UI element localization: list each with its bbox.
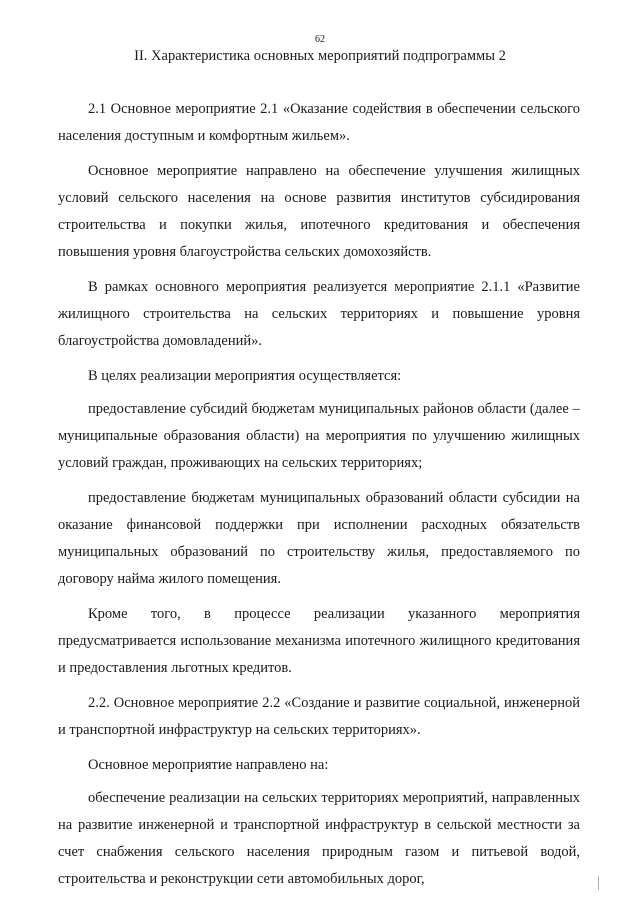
paragraph: 2.1 Основное мероприятие 2.1 «Оказание содействия в обеспечении сельского населения доступным и комфортным жильем». bbox=[58, 101, 580, 144]
paragraph: Кроме того, в процессе реализации указанного мероприятия предусматривается использование механизма ипотечного жилищного кредитования и предоставления льготных кредитов. bbox=[58, 606, 580, 676]
paragraph: Основное мероприятие направлено на обеспечение улучшения жилищных условий сельского населения на основе развития институтов субсидирования строительства и покупки жилья, ипотечного кредитования и обеспечения повышения уровня благоустройства сельских домохозяйств. bbox=[58, 163, 580, 260]
paragraph: Основное мероприятие направлено на: bbox=[88, 757, 329, 773]
paragraph: обеспечение реализации на сельских территориях мероприятий, направленных на развитие инженерной и транспортной инфраструктур в сельской местности за счет снабжения сельского населения природным газом и питьевой водой, строительства и реконструкции сети автомобильных дорог, bbox=[58, 790, 580, 887]
page-number: 62 bbox=[315, 34, 325, 45]
paragraph: 2.2. Основное мероприятие 2.2 «Создание и развитие социальной, инженерной и транспортной инфраструктур на сельских территориях». bbox=[58, 695, 580, 738]
document-body bbox=[58, 96, 580, 901]
paragraph: предоставление бюджетам муниципальных образований области субсидии на оказание финансовой поддержки при исполнении расходных обязательств муниципальных образований по строительству жилья, предоставляемого по договору найма жилого помещения. bbox=[58, 490, 580, 587]
paragraph: В рамках основного мероприятия реализуется мероприятие 2.1.1 «Развитие жилищного строительства на сельских территориях и повышение уровня благоустройства домовладений». bbox=[58, 279, 580, 349]
paragraph: предоставление субсидий бюджетам муниципальных районов области (далее – муниципальные образования области) на мероприятия по улучшению жилищных условий граждан, проживающих на сельских территориях; bbox=[58, 401, 580, 471]
section-heading: II. Характеристика основных мероприятий подпрограммы 2 bbox=[134, 48, 506, 64]
scan-edge-mark bbox=[598, 876, 599, 890]
paragraph: В целях реализации мероприятия осуществляется: bbox=[88, 368, 402, 384]
